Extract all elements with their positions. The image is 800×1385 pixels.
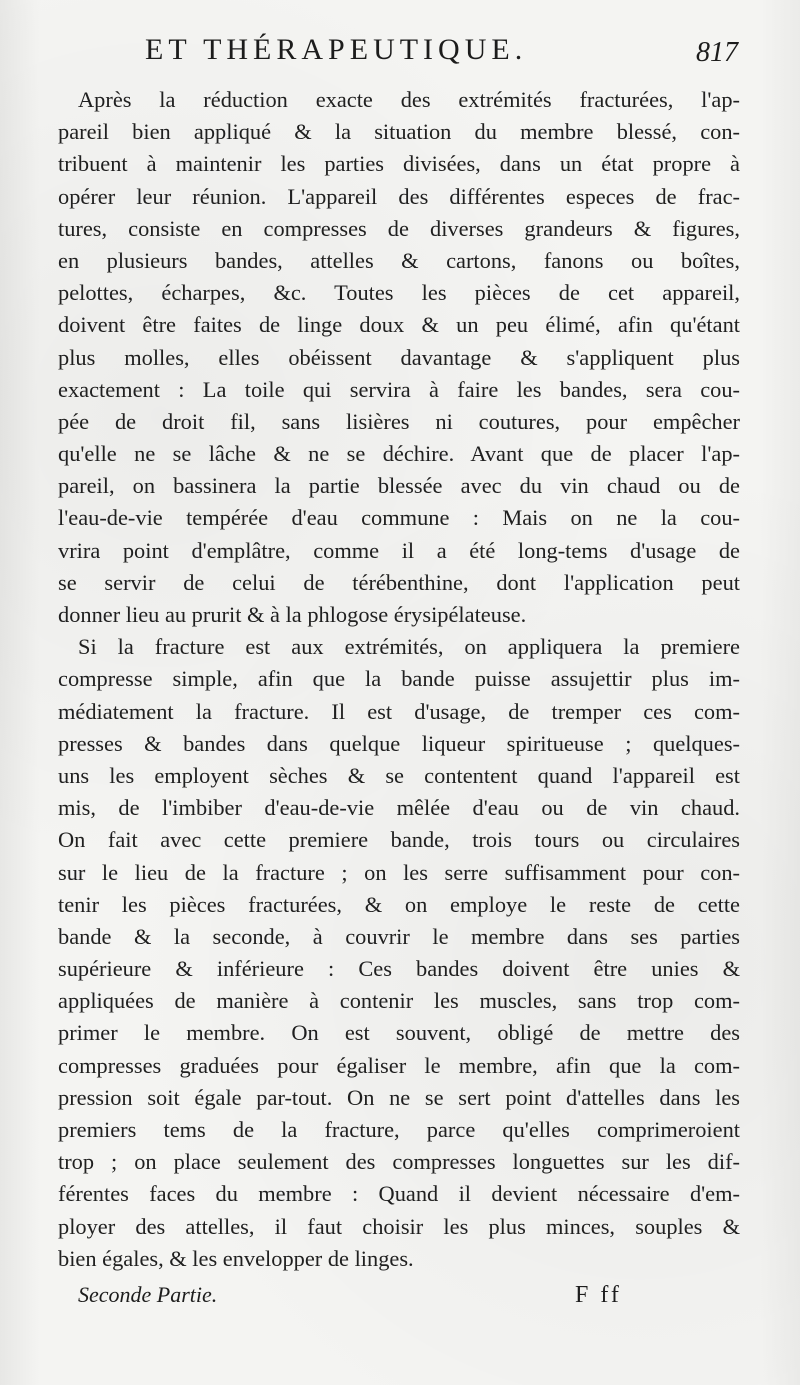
text-line: en plusieurs bandes, attelles & cartons, fanons ou boîtes, (58, 247, 740, 273)
text-line: Après la réduction exacte des extrémités fracturées, l'ap- (78, 87, 740, 112)
running-head: ET THÉRAPEUTIQUE. (145, 33, 528, 66)
text-line: pée de droit fil, sans lisières ni coutures, pour empêcher (58, 408, 740, 434)
paragraph-2 (58, 631, 740, 1275)
paragraph-1 (58, 84, 740, 631)
text-line: sur le lieu de la fracture ; on les serre suffisamment pour con- (58, 859, 740, 885)
text-line: supérieure & inférieure : Ces bandes doivent être unies & (58, 956, 740, 982)
text-line: médiatement la fracture. Il est d'usage, de tremper ces com- (58, 698, 740, 724)
text-line: tribuent à maintenir les parties divisées, dans un état propre à (58, 151, 740, 177)
text-line: premiers tems de la fracture, parce qu'elles comprimeroient (58, 1117, 740, 1142)
text-line: bien égales, & les envelopper de linges. (58, 1245, 414, 1271)
text-line: qu'elle ne se lâche & ne se déchire. Avant que de placer l'ap- (58, 441, 740, 467)
text-line: bande & la seconde, à couvrir le membre dans ses parties (58, 923, 740, 949)
text-line: pelottes, écharpes, &c. Toutes les pièces de cet appareil, (58, 280, 740, 306)
text-line: plus molles, elles obéissent davantage & s'appliquent plus (58, 344, 740, 370)
text-line: pression soit égale par-tout. On ne se sert point d'attelles dans les (58, 1084, 740, 1110)
text-line: opérer leur réunion. L'appareil des différentes especes de frac- (58, 183, 740, 209)
text-line: tenir les pièces fracturées, & on employe le reste de cette (58, 891, 740, 917)
text-line: uns les employent sèches & se contentent quand l'appareil est (58, 762, 740, 788)
text-line: primer le membre. On est souvent, obligé de mettre des (58, 1020, 740, 1046)
text-line: donner lieu au prurit & à la phlogose érysipélateuse. (58, 602, 527, 627)
text-line: exactement : La toile qui servira à faire les bandes, sera cou- (58, 376, 740, 402)
body-text (58, 84, 740, 1275)
text-line: Si la fracture est aux extrémités, on appliquera la premiere (78, 634, 740, 660)
text-line: On fait avec cette premiere bande, trois tours ou circulaires (58, 827, 740, 853)
text-line: presses & bandes dans quelque liqueur spiritueuse ; quelques- (58, 730, 740, 756)
text-line: compresses graduées pour égaliser le membre, afin que la com- (58, 1052, 740, 1078)
text-line: tures, consiste en compresses de diverses grandeurs & figures, (58, 215, 740, 241)
text-line: ployer des attelles, il faut choisir les plus minces, souples & (58, 1213, 740, 1239)
signature-right: F ff (575, 1282, 622, 1308)
text-line: l'eau-de-vie tempérée d'eau commune : Mais on ne la cou- (58, 505, 740, 531)
text-line: pareil, on bassinera la partie blessée avec du vin chaud ou de (58, 473, 740, 499)
signature-left: Seconde Partie. (78, 1282, 218, 1307)
text-line: appliquées de manière à contenir les muscles, sans trop com- (58, 988, 740, 1014)
text-line: trop ; on place seulement des compresses longuettes sur les dif- (58, 1149, 740, 1175)
text-line: férentes faces du membre : Quand il devient nécessaire d'em- (58, 1181, 740, 1207)
text-line: mis, de l'imbiber d'eau-de-vie mêlée d'eau ou de vin chaud. (58, 795, 740, 821)
page-number: 817 (696, 37, 738, 68)
text-line: doivent être faites de linge doux & un peu élimé, afin qu'étant (58, 312, 740, 338)
text-line: pareil bien appliqué & la situation du membre blessé, con- (58, 119, 740, 145)
text-line: se servir de celui de térébenthine, dont l'application peut (58, 569, 740, 595)
text-line: vrira point d'emplâtre, comme il a été long-tems d'usage de (58, 537, 740, 563)
text-line: compresse simple, afin que la bande puisse assujettir plus im- (58, 666, 740, 692)
